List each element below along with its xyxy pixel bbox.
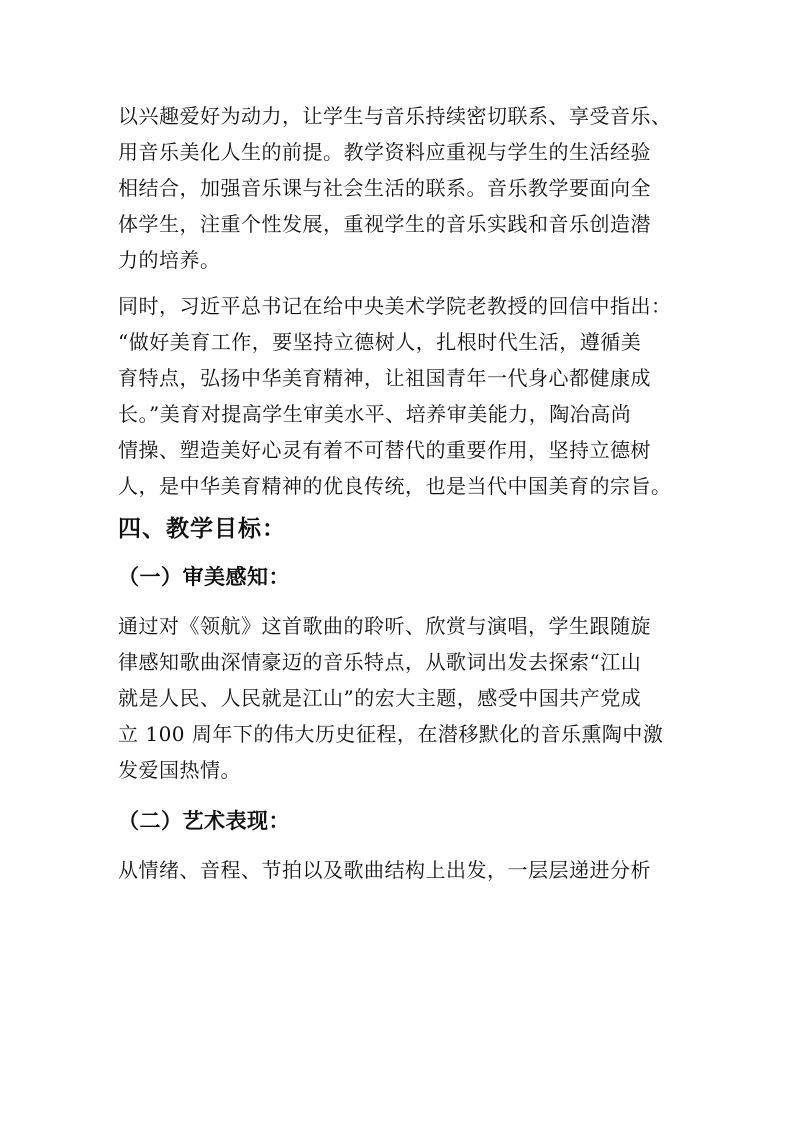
spacer [118, 278, 688, 288]
spacer [118, 596, 688, 608]
paragraph-artistic-expression [118, 852, 688, 888]
text-line: 育特点，弘扬中华美育精神，让祖国青年一代身心都健康成 [118, 366, 651, 390]
text-line: 长。”美育对提高学生审美水平、培养审美能力，陶冶高尚 [118, 402, 632, 426]
paragraph-aesthetic-education [118, 288, 688, 504]
text-line: 用音乐美化人生的前提。教学资料应重视与学生的生活经验 [118, 140, 651, 164]
text-line: 律感知歌曲深情豪迈的音乐特点，从歌词出发去探索“江山 [118, 650, 642, 674]
text-line: 情操、塑造美好心灵有着不可替代的重要作用，坚持立德树 [118, 438, 651, 462]
text-line: 力的培养。 [118, 248, 221, 272]
text-line: 同时，习近平总书记在给中央美术学院老教授的回信中指出： [118, 294, 672, 318]
section-heading-teaching-goals: 四、教学目标： [118, 516, 286, 542]
paragraph-music-education [118, 98, 688, 278]
text-line: 相结合，加强音乐课与社会生活的联系。音乐教学要面向全 [118, 176, 651, 200]
text-line: 立 100 周年下的伟大历史征程，在潜移默化的音乐熏陶中激 [118, 722, 664, 746]
text-line: 发爱国热情。 [118, 758, 241, 782]
text-line: 从情绪、音程、节拍以及歌曲结构上出发，一层层递进分析 [118, 858, 651, 882]
subsection-heading-artistic-expression: （二）艺术表现： [118, 809, 290, 833]
text-line: 人，是中华美育精神的优良传统，也是当代中国美育的宗旨。 [118, 474, 672, 498]
text-line: 以兴趣爱好为动力，让学生与音乐持续密切联系、享受音乐、 [118, 104, 672, 128]
text-line: 通过对《领航》这首歌曲的聆听、欣赏与演唱，学生跟随旋 [118, 614, 651, 638]
spacer [118, 840, 688, 852]
paragraph-aesthetic-perception [118, 608, 688, 788]
text-line: “做好美育工作，要坚持立德树人，扎根时代生活，遵循美 [118, 330, 642, 354]
text-line: 体学生，注重个性发展，重视学生的音乐实践和音乐创造潜 [118, 212, 651, 236]
document-body [118, 98, 688, 888]
subsection-heading-aesthetic-perception: （一）审美感知： [118, 565, 290, 589]
text-line: 就是人民、人民就是江山”的宏大主题，感受中国共产党成 [118, 686, 642, 710]
